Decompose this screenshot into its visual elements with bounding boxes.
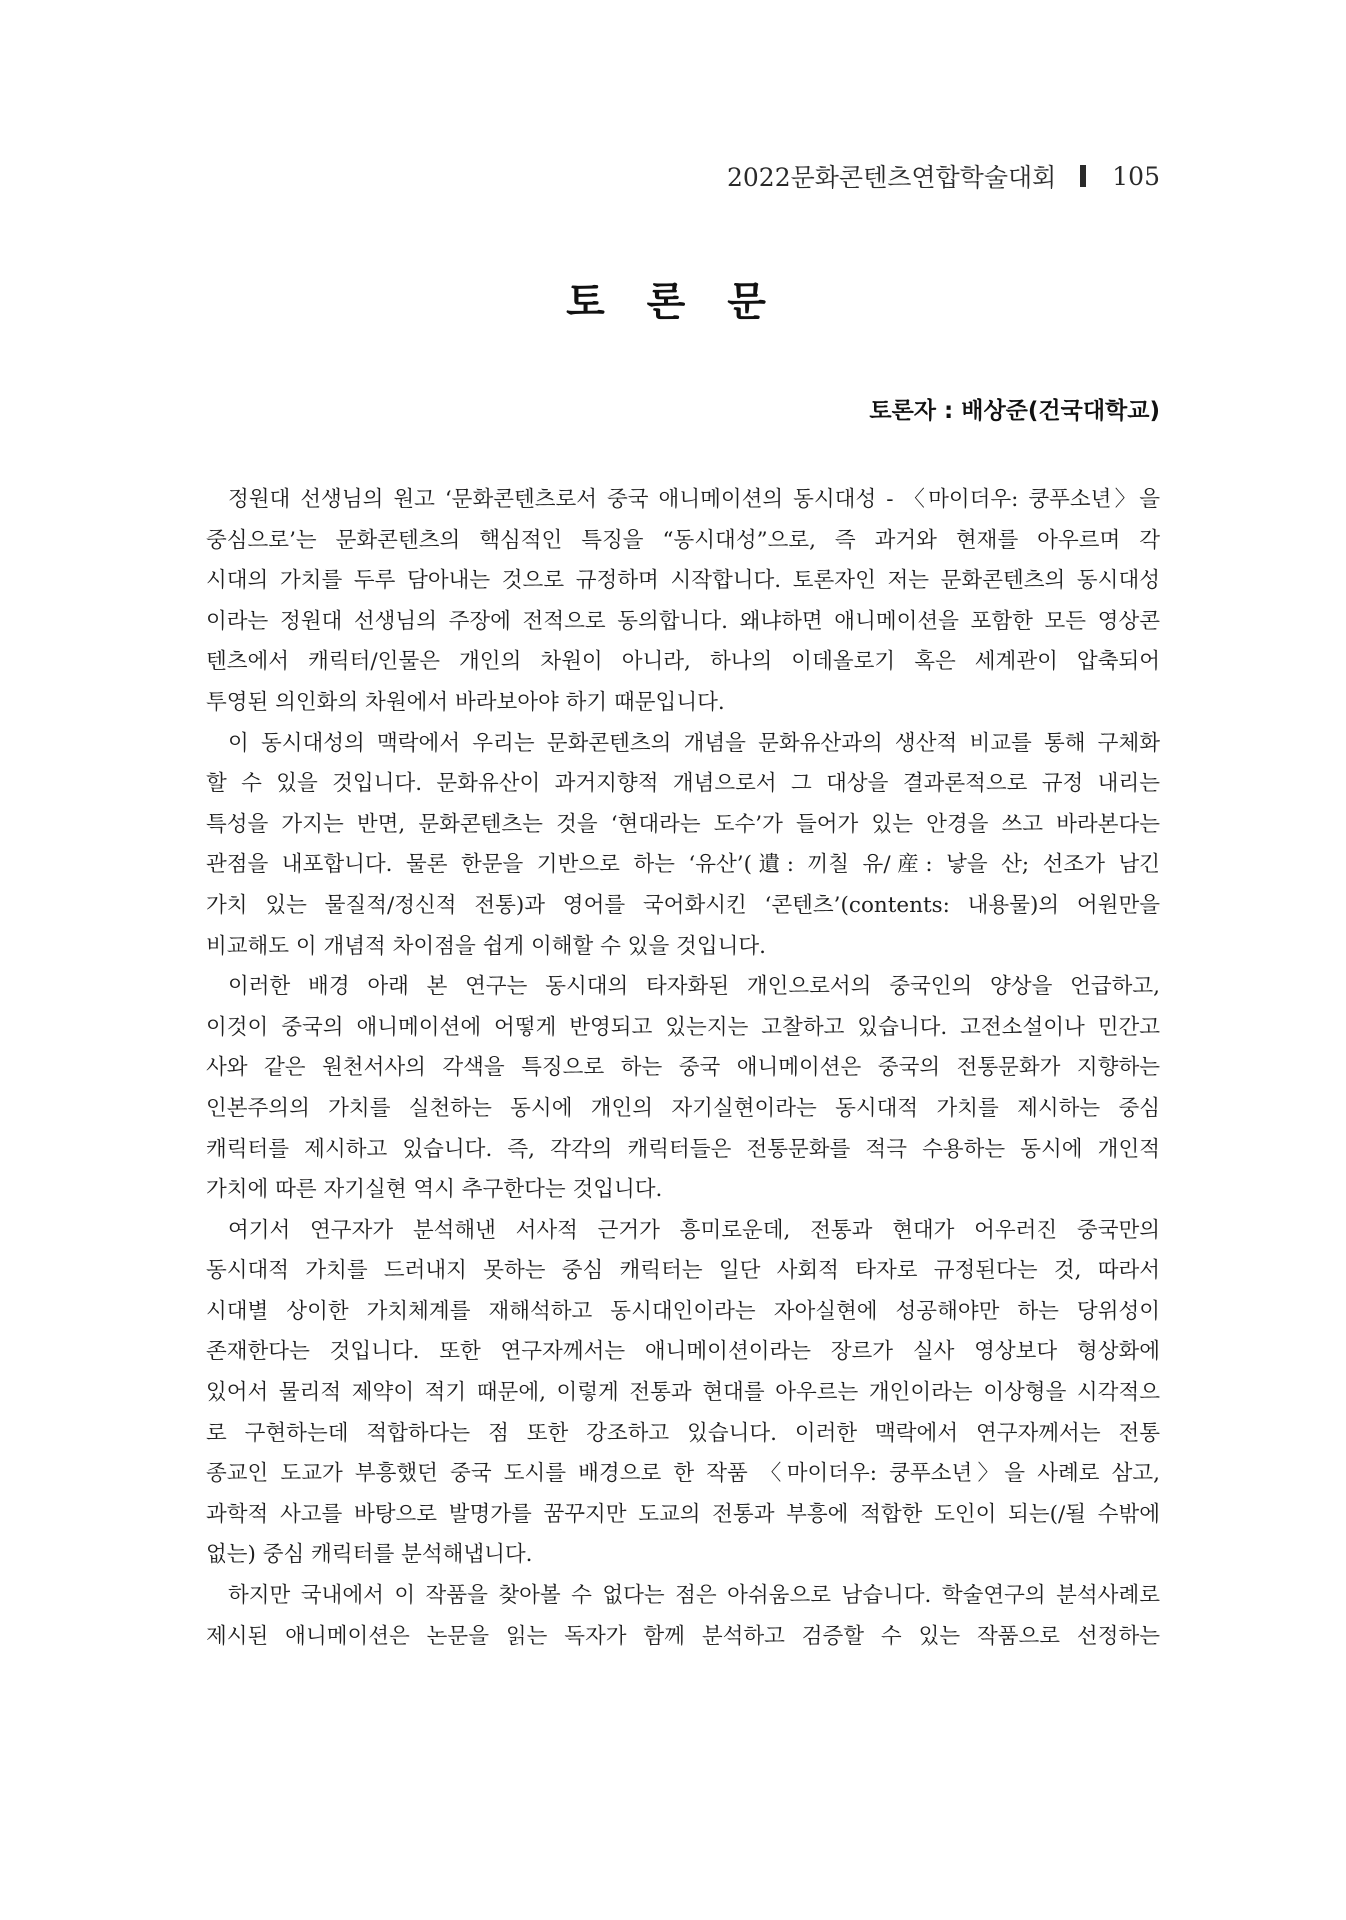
text-line: 이러한 배경 아래 본 연구는 동시대의 타자화된 개인으로서의 중국인의 양상을 언급하고, [228, 974, 1160, 1000]
text-line: 캐릭터를 제시하고 있습니다. 즉, 각각의 캐릭터들은 전통문화를 적극 수용하는 동시에 개인적 [206, 1136, 1160, 1162]
text-line: 로 구현하는데 적합하다는 점 또한 강조하고 있습니다. 이러한 맥락에서 연구자께서는 전통 [206, 1420, 1160, 1446]
text-line: 제시된 애니메이션은 논문을 읽는 독자가 함께 분석하고 검증할 수 있는 작품으로 선정하는 [206, 1623, 1160, 1649]
body-text [206, 480, 1160, 1657]
text-line: 투영된 의인화의 차원에서 바라보아야 하기 때문입니다. [206, 689, 725, 715]
text-line: 비교해도 이 개념적 차이점을 쉽게 이해할 수 있을 것입니다. [206, 933, 766, 959]
text-line: 시대의 가치를 두루 담아내는 것으로 규정하며 시작합니다. 토론자인 저는 문화콘텐츠의 동시대성 [206, 568, 1160, 594]
text-line: 할 수 있을 것입니다. 문화유산이 과거지향적 개념으로서 그 대상을 결과론적으로 규정 내리는 [206, 771, 1160, 797]
paragraph-1 [206, 480, 1160, 724]
paragraph-3 [206, 967, 1160, 1211]
page-number: 105 [1112, 161, 1160, 191]
text-line: 종교인 도교가 부흥했던 중국 도시를 배경으로 한 작품 〈마이더우: 쿵푸소년〉을 사례로 삼고, [206, 1461, 1160, 1487]
discussant-line: 토론자 : 배상준(건국대학교) [869, 398, 1160, 424]
text-line: 중심으로’는 문화콘텐츠의 핵심적인 특징을 “동시대성”으로, 즉 과거와 현재를 아우르며 각 [206, 527, 1160, 553]
text-line: 사와 같은 원천서사의 각색을 특징으로 하는 중국 애니메이션은 중국의 전통문화가 지향하는 [206, 1055, 1160, 1081]
text-line: 이것이 중국의 애니메이션에 어떻게 반영되고 있는지는 고찰하고 있습니다. 고전소설이나 민간고 [206, 1014, 1160, 1040]
text-line: 동시대적 가치를 드러내지 못하는 중심 캐릭터는 일단 사회적 타자로 규정된다는 것, 따라서 [206, 1258, 1160, 1284]
paragraph-5 [206, 1576, 1160, 1657]
text-line: 없는) 중심 캐릭터를 분석해냅니다. [206, 1542, 533, 1568]
text-line: 과학적 사고를 바탕으로 발명가를 꿈꾸지만 도교의 전통과 부흥에 적합한 도인이 되는(/될 수밖에 [206, 1501, 1160, 1527]
header-separator [1080, 165, 1086, 187]
paragraph-4 [206, 1211, 1160, 1576]
text-line: 가치에 따른 자기실현 역시 추구한다는 것입니다. [206, 1177, 663, 1203]
text-line: 인본주의의 가치를 실천하는 동시에 개인의 자기실현이라는 동시대적 가치를 제시하는 중심 [206, 1095, 1160, 1121]
text-line: 있어서 물리적 제약이 적기 때문에, 이렇게 전통과 현대를 아우르는 개인이라는 이상형을 시각적으 [206, 1380, 1160, 1406]
text-line: 존재한다는 것입니다. 또한 연구자께서는 애니메이션이라는 장르가 실사 영상보다 형상화에 [206, 1339, 1160, 1365]
text-line: 시대별 상이한 가치체계를 재해석하고 동시대인이라는 자아실현에 성공해야만 하는 당위성이 [206, 1298, 1160, 1324]
text-line: 특성을 가지는 반면, 문화콘텐츠는 것을 ‘현대라는 도수’가 들어가 있는 안경을 쓰고 바라본다는 [206, 811, 1160, 837]
text-line: 텐츠에서 캐릭터/인물은 개인의 차원이 아니라, 하나의 이데올로기 혹은 세계관이 압축되어 [206, 649, 1160, 675]
text-line: 가치 있는 물질적/정신적 전통)과 영어를 국어화시킨 ‘콘텐츠’(contents: 내용물)의 어원만을 [206, 892, 1160, 918]
text-line: 여기서 연구자가 분석해낸 서사적 근거가 흥미로운데, 전통과 현대가 어우러진 중국만의 [228, 1217, 1160, 1243]
text-line: 관점을 내포합니다. 물론 한문을 기반으로 하는 ‘유산’(遺: 끼칠 유/産: 낳을 산; 선조가 남긴 [206, 852, 1160, 878]
text-line: 정원대 선생님의 원고 ‘문화콘텐츠로서 중국 애니메이션의 동시대성 - 〈마이더우: 쿵푸소년〉을 [228, 487, 1160, 512]
text-line: 하지만 국내에서 이 작품을 찾아볼 수 없다는 점은 아쉬움으로 남습니다. 학술연구의 분석사례로 [228, 1583, 1160, 1609]
text-line: 이 동시대성의 맥락에서 우리는 문화콘텐츠의 개념을 문화유산과의 생산적 비교를 통해 구체화 [228, 730, 1160, 756]
text-line: 이라는 정원대 선생님의 주장에 전적으로 동의합니다. 왜냐하면 애니메이션을 포함한 모든 영상콘 [206, 608, 1160, 634]
page-title: 토 론 문 [566, 279, 780, 325]
running-header [727, 158, 1160, 194]
journal-title: 2022문화콘텐츠연합학술대회 [727, 163, 1057, 192]
paragraph-2 [206, 724, 1160, 968]
